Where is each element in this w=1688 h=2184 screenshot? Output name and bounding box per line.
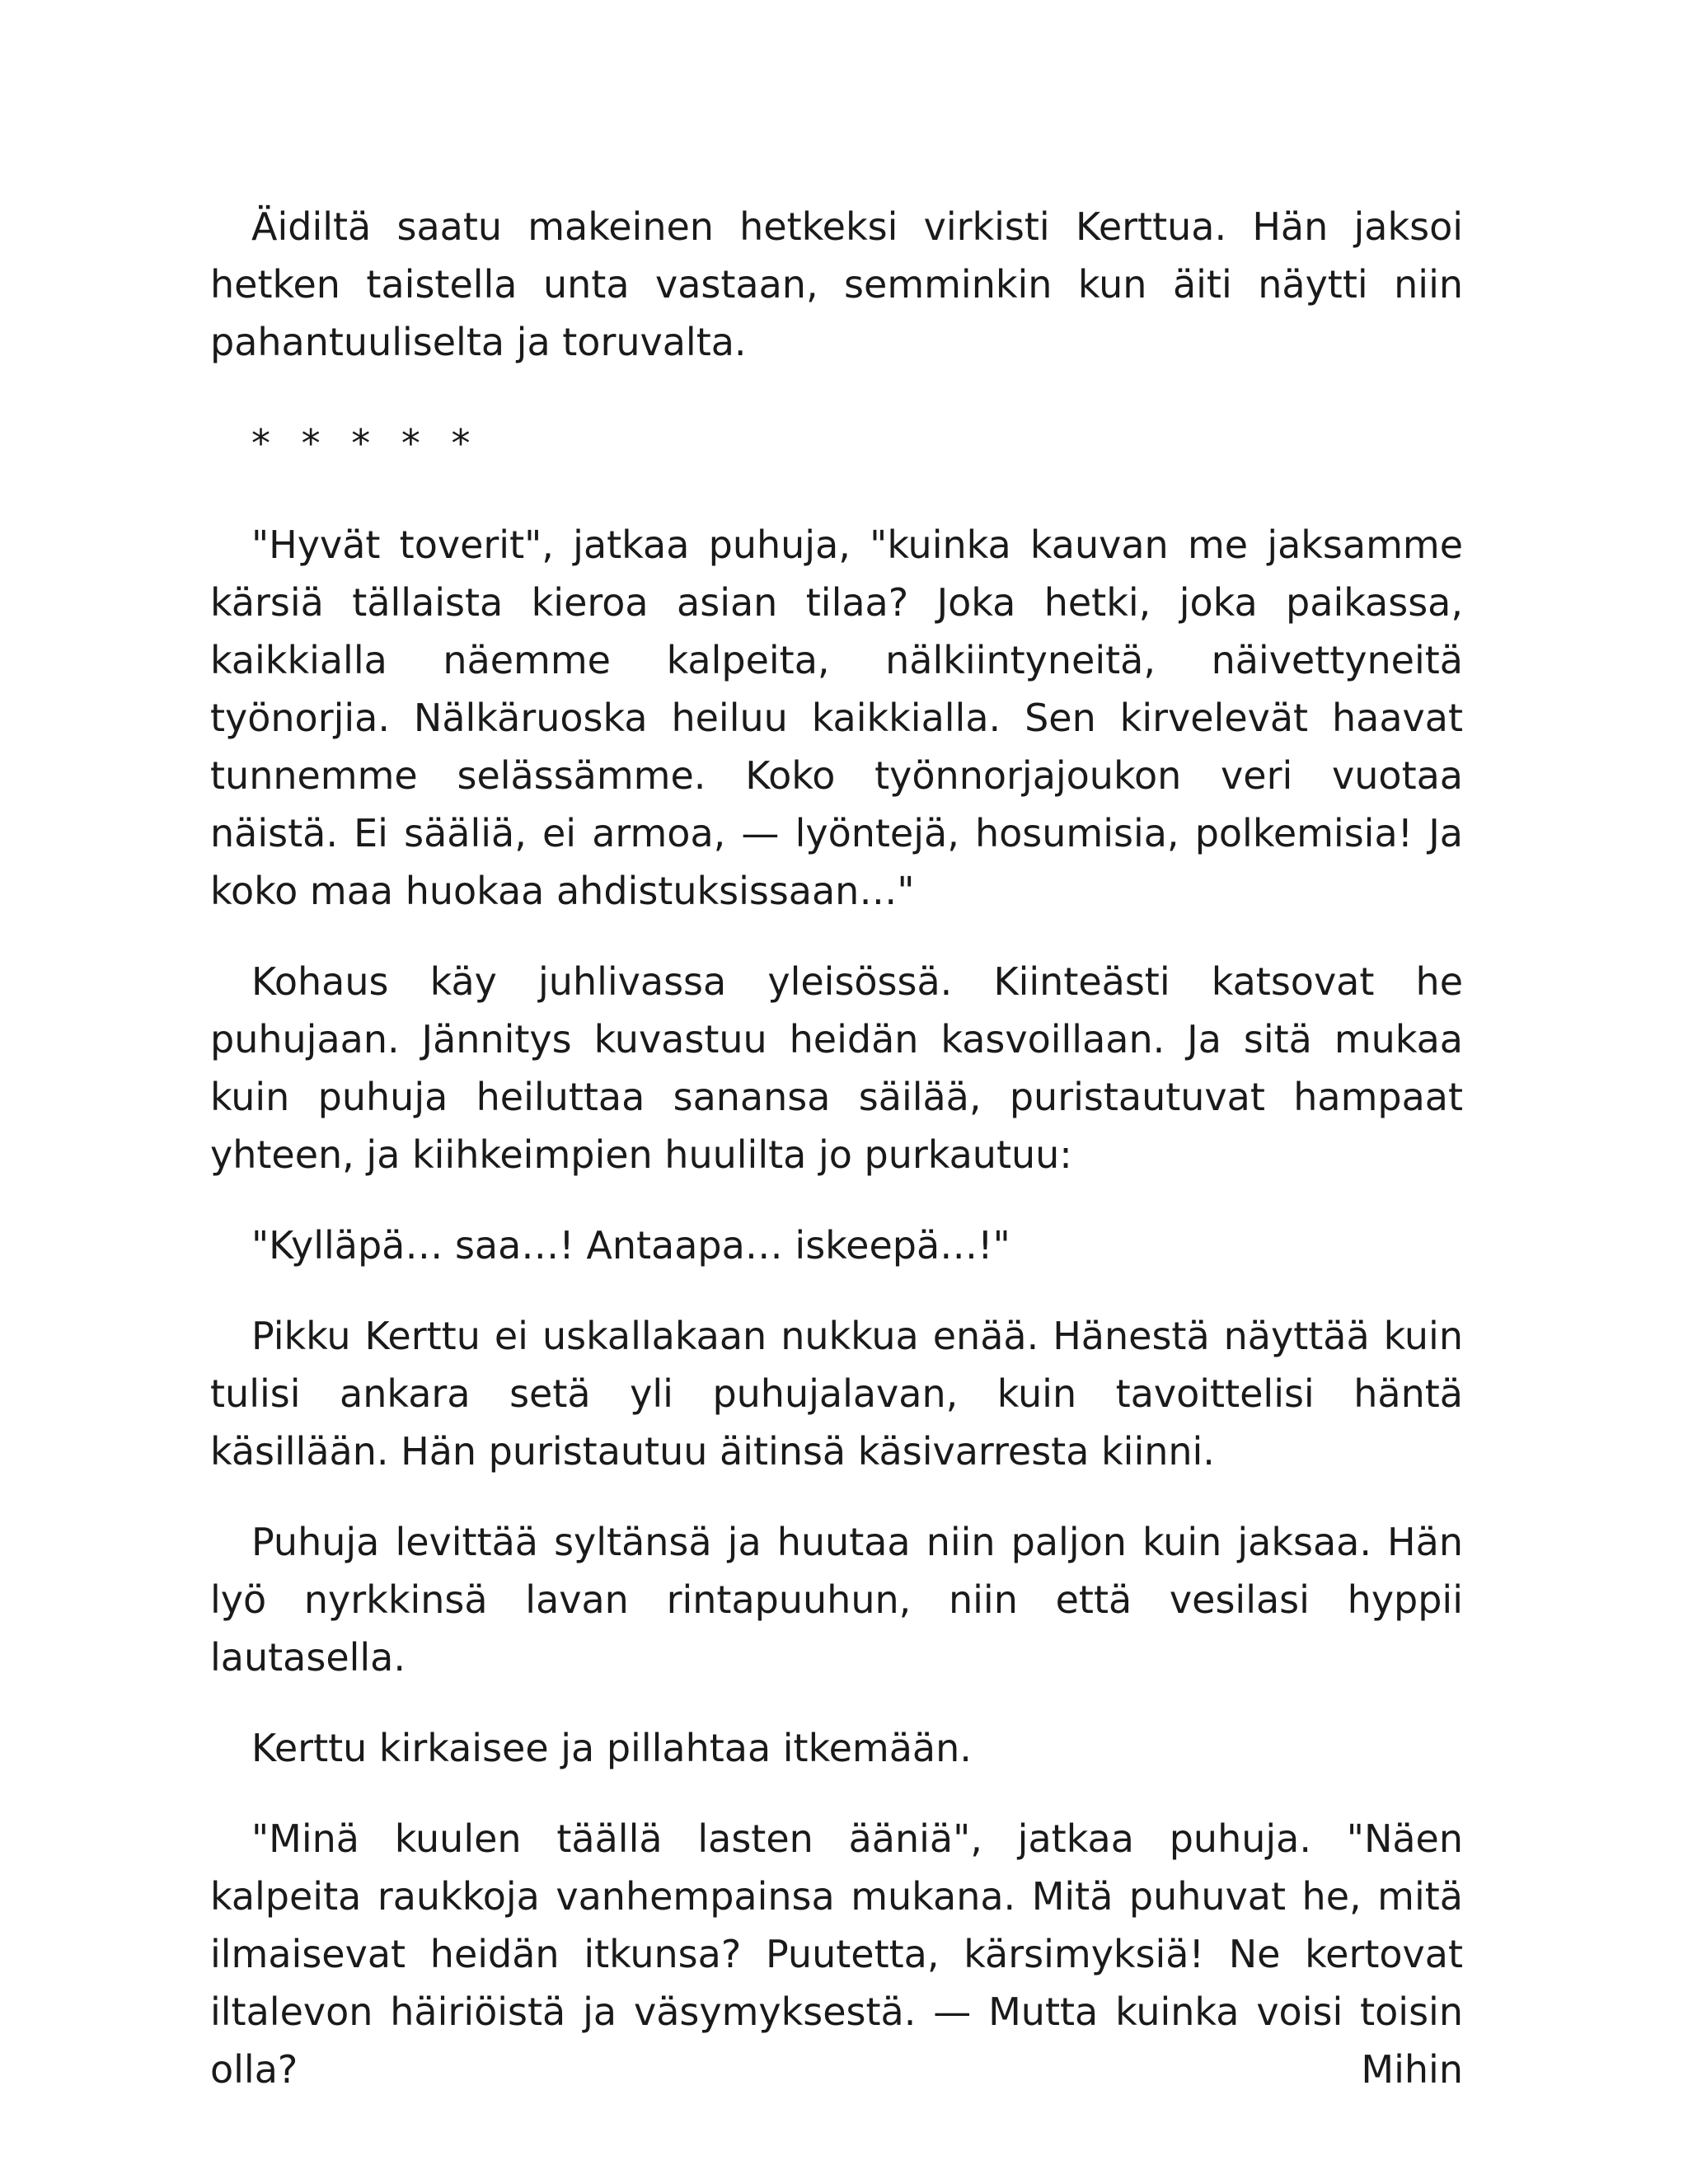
paragraph: Äidiltä saatu makeinen hetkeksi virkisti Kerttua. Hän jaksoi hetken taistella unta vastaan, semminkin kun äiti näytti niin pahantuuliselta ja toruvalta. xyxy=(210,204,1463,364)
paragraph: "Hyvät toverit", jatkaa puhuja, "kuinka kauvan me jaksamme kärsiä tällaista kieroa asian tilaa? Joka hetki, joka paikassa, kaikkialla näemme kalpeita, nälkiintyneitä, näivettyneitä työnorjia. Nälkäruoska heiluu kaikkialla. Sen kirvelevät haavat tunnemme selässämme. Koko työnnorjajoukon veri vuotaa näistä. Ei sääliä, ei armoa, — lyöntejä, hosumisia, polkemisia! Ja koko maa huokaa ahdistuksissaan…" xyxy=(210,523,1463,913)
paragraph: "Kylläpä… saa…! Antaapa… iskeepä…!" xyxy=(251,1223,1010,1268)
document-body xyxy=(210,198,1463,2131)
paragraph: Puhuja levittää syltänsä ja huutaa niin paljon kuin jaksaa. Hän lyö nyrkkinsä lavan rintapuuhun, niin että vesilasi hyppii lautasella. xyxy=(210,1520,1463,1680)
paragraph: "Minä kuulen täällä lasten ääniä", jatkaa puhuja. "Näen kalpeita raukkoja vanhempainsa mukana. Mitä puhuvat he, mitä ilmaisevat heidän itkunsa? Puutetta, kärsimyksiä! Ne kertovat iltalevon häiriöistä ja väsymyksestä. — Mutta kuinka voisi toisin olla? Mihin xyxy=(210,1816,1463,2092)
paragraph: Kerttu kirkaisee ja pillahtaa itkemään. xyxy=(251,1726,972,1770)
paragraph: Kohaus käy juhlivassa yleisössä. Kiinteästi katsovat he puhujaan. Jännitys kuvastuu heidän kasvoillaan. Ja sitä mukaa kuin puhuja heiluttaa sanansa säilää, puristautuvat hampaat yhteen, ja kiihkeimpien huulilta jo purkautuu: xyxy=(210,959,1463,1177)
section-separator: * * * * * xyxy=(251,421,480,466)
paragraph: Pikku Kerttu ei uskallakaan nukkua enää. Hänestä näyttää kuin tulisi ankara setä yli puhujalavan, kuin tavoittelisi häntä käsillään. Hän puristautuu äitinsä käsivarresta kiinni. xyxy=(210,1314,1463,1474)
